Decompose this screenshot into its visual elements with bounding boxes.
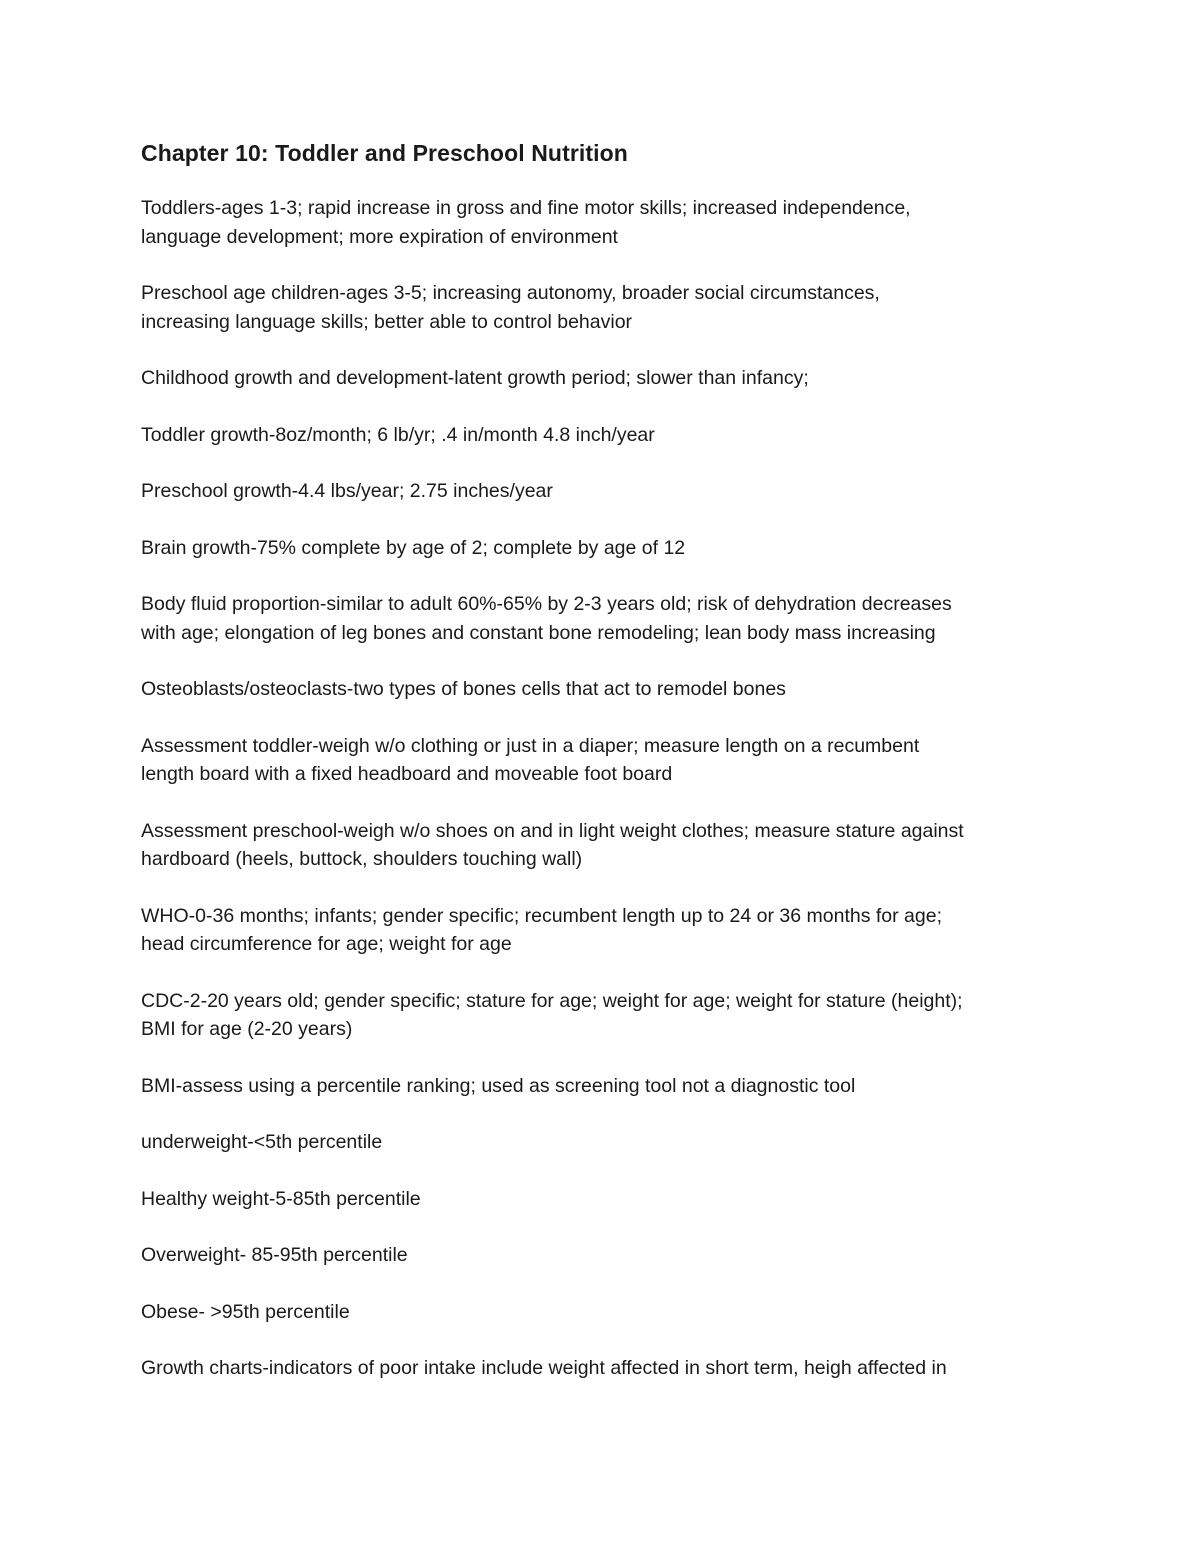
paragraph-line: Body fluid proportion-similar to adult 60%-65% by 2-3 years old; risk of dehydration decreases (141, 593, 952, 615)
paragraph-line: BMI for age (2-20 years) (141, 1018, 353, 1040)
paragraph-overweight (141, 1241, 1071, 1270)
paragraph-line: Osteoblasts/osteoclasts-two types of bones cells that act to remodel bones (141, 678, 786, 700)
paragraph-toddlers (141, 194, 1071, 251)
paragraph-childhood-growth (141, 364, 1071, 393)
paragraph-line: Assessment toddler-weigh w/o clothing or just in a diaper; measure length on a recumbent (141, 734, 920, 757)
paragraph-line: Childhood growth and development-latent growth period; slower than infancy; (141, 367, 809, 389)
paragraph-line: Toddlers-ages 1-3; rapid increase in gross and fine motor skills; increased independence, (141, 197, 911, 219)
paragraph-healthy-weight (141, 1185, 1071, 1214)
paragraph-line: Assessment preschool-weigh w/o shoes on and in light weight clothes; measure stature against (141, 819, 964, 842)
paragraph-assessment-preschool (141, 817, 1071, 874)
paragraph-preschool-growth (141, 477, 1071, 506)
paragraph-line: Brain growth-75% complete by age of 2; complete by age of 12 (141, 536, 686, 559)
paragraph-brain-growth (141, 534, 1071, 563)
paragraph-osteoblasts (141, 675, 1071, 704)
paragraph-line: head circumference for age; weight for age (141, 933, 512, 955)
paragraph-line: WHO-0-36 months; infants; gender specific; recumbent length up to 24 or 36 months for age; (141, 904, 943, 927)
paragraph-line: Healthy weight-5-85th percentile (141, 1187, 421, 1210)
paragraph-bmi (141, 1072, 1071, 1101)
paragraph-preschool-age (141, 279, 1071, 336)
paragraph-obese (141, 1298, 1071, 1327)
paragraph-line: underweight-<5th percentile (141, 1131, 383, 1153)
paragraph-assessment-toddler (141, 732, 1071, 789)
paragraph-who (141, 902, 1071, 959)
paragraph-line: Obese- >95th percentile (141, 1300, 350, 1323)
paragraph-line: Growth charts-indicators of poor intake include weight affected in short term, heigh affected in (141, 1357, 947, 1379)
paragraph-body-fluid (141, 590, 1071, 647)
paragraph-toddler-growth (141, 421, 1071, 450)
paragraph-line: hardboard (heels, buttock, shoulders touching wall) (141, 848, 583, 870)
paragraph-cdc (141, 987, 1071, 1044)
document-title: Chapter 10: Toddler and Preschool Nutrition (141, 140, 628, 166)
paragraph-line: Preschool age children-ages 3-5; increasing autonomy, broader social circumstances, (141, 282, 880, 304)
paragraph-line: BMI-assess using a percentile ranking; used as screening tool not a diagnostic tool (141, 1074, 856, 1097)
paragraph-line: Preschool growth-4.4 lbs/year; 2.75 inches/year (141, 480, 553, 502)
paragraph-underweight (141, 1128, 1071, 1157)
document-body (141, 138, 1071, 1411)
paragraph-line: with age; elongation of leg bones and constant bone remodeling; lean body mass increasing (141, 621, 936, 644)
paragraph-line: Toddler growth-8oz/month; 6 lb/yr; .4 in/month 4.8 inch/year (141, 423, 655, 446)
paragraph-line: increasing language skills; better able to control behavior (141, 310, 633, 333)
paragraph-line: CDC-2-20 years old; gender specific; stature for age; weight for age; weight for stature (height); (141, 989, 963, 1012)
paragraph-line: length board with a fixed headboard and moveable foot board (141, 763, 673, 785)
paragraph-line: language development; more expiration of environment (141, 225, 618, 248)
paragraph-growth-charts (141, 1354, 1071, 1383)
paragraph-line: Overweight- 85-95th percentile (141, 1244, 408, 1266)
